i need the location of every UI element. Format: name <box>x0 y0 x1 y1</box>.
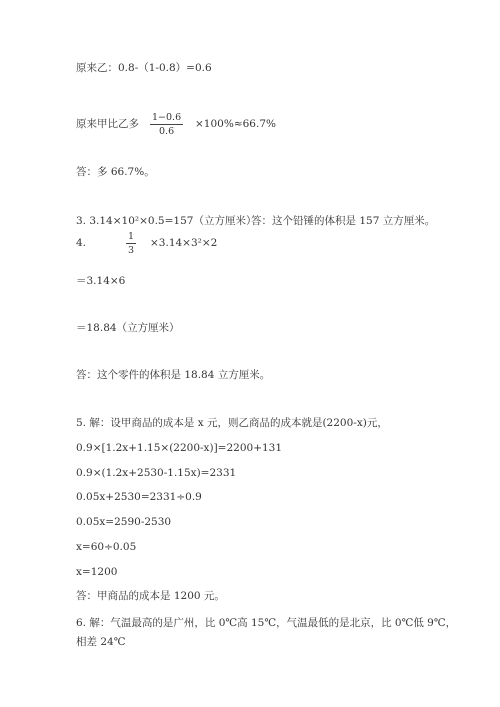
problem-4-number: 4. <box>76 237 87 249</box>
problem-3-line: 3. 3.14×10²×0.5=157（立方厘米） <box>76 215 257 227</box>
answer-line-1: 答：多 66.7%。 <box>76 166 155 178</box>
fraction-1-numerator: 1−0.6 <box>152 112 182 123</box>
problem-4-answer: 答：这个零件的体积是 18.84 立方厘米。 <box>76 369 271 381</box>
problem-5-line-4: 0.05x+2530=2331÷0.9 <box>76 491 202 503</box>
problem-5-line-5: 0.05x=2590-2530 <box>76 516 172 528</box>
problem-5-line-3: 0.9×(1.2x+2530-1.15x)=2331 <box>76 467 237 479</box>
problem-6-line-2: 相差 24℃ <box>76 636 126 648</box>
problem-5-line-7: x=1200 <box>76 566 118 578</box>
problem-4-line-1: ×3.14×3²×2 <box>150 237 218 249</box>
solution-line-2-suffix: ×100%≈66.7% <box>195 118 276 130</box>
solution-line-1: 原来乙：0.8-（1-0.8）=0.6 <box>76 62 212 74</box>
problem-6-line-1: 6. 解：气温最高的是广州，比 0℃高 15℃，气温最低的是北京，比 0℃低 9℃， <box>76 617 457 629</box>
fraction-2-bar <box>126 243 136 244</box>
problem-4-line-3: ＝18.84（立方厘米） <box>76 322 180 334</box>
solution-line-2-prefix: 原来甲比乙多 <box>76 118 139 130</box>
fraction-2 <box>126 231 136 256</box>
problem-3-answer: 答：这个铅锤的体积是 157 立方厘米。 <box>251 215 436 227</box>
fraction-1 <box>150 112 183 137</box>
fraction-1-denominator: 0.6 <box>159 126 175 137</box>
fraction-2-denominator: 3 <box>128 245 135 256</box>
fraction-1-bar <box>150 124 183 125</box>
problem-5-line-6: x=60÷0.05 <box>76 541 137 553</box>
problem-5-line-1: 5. 解：设甲商品的成本是 x 元，则乙商品的成本就是(2200-x)元， <box>76 417 388 429</box>
problem-4-line-2: ＝3.14×6 <box>76 275 126 287</box>
problem-5-line-2: 0.9×[1.2x+1.15×(2200-x)]=2200+131 <box>76 442 283 454</box>
fraction-2-numerator: 1 <box>128 231 135 242</box>
problem-5-answer: 答：甲商品的成本是 1200 元。 <box>76 590 225 602</box>
